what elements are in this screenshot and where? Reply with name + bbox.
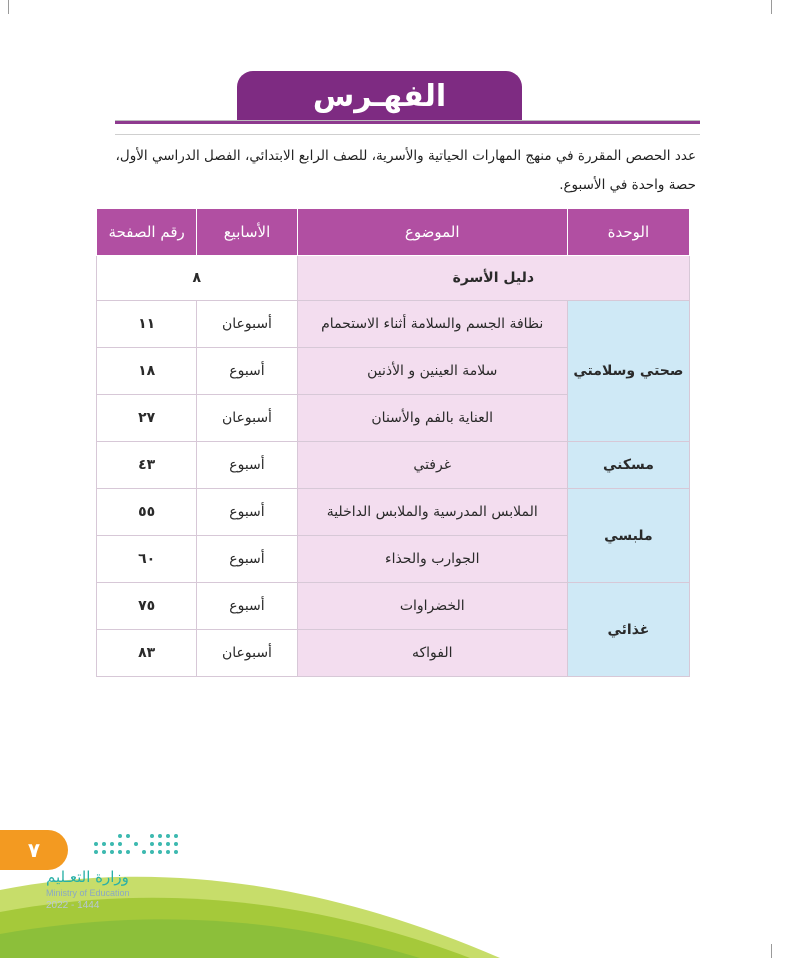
weeks-cell: أسبوع — [197, 489, 297, 536]
topic-cell: الخضراوات — [297, 583, 567, 630]
weeks-cell: أسبوعان — [197, 630, 297, 677]
unit-cell: مسكني — [567, 442, 689, 489]
weeks-cell: أسبوعان — [197, 301, 297, 348]
page-cell: ٤٣ — [97, 442, 197, 489]
unit-cell: ملبسي — [567, 489, 689, 583]
header-unit: الوحدة — [567, 209, 689, 256]
crop-mark — [771, 0, 772, 14]
topic-cell: الجوارب والحذاء — [297, 536, 567, 583]
unit-cell: غذائي — [567, 583, 689, 677]
weeks-cell: أسبوع — [197, 348, 297, 395]
page-cell: ٧٥ — [97, 583, 197, 630]
page-number: ٧ — [27, 838, 41, 862]
header-page: رقم الصفحة — [97, 209, 197, 256]
intro-text — [100, 142, 696, 200]
weeks-cell: أسبوع — [197, 536, 297, 583]
intro-line-1: عدد الحصص المقررة في منهج المهارات الحياتية والأسرية، للصف الرابع الابتدائي، الفصل الدراسي الأول، — [115, 148, 696, 164]
title-rule-accent — [115, 121, 700, 124]
topic-cell: نظافة الجسم والسلامة أثناء الاستحمام — [297, 301, 567, 348]
guide-row — [97, 256, 690, 301]
page-cell: ١٨ — [97, 348, 197, 395]
page-cell: ١١ — [97, 301, 197, 348]
topic-cell: غرفتي — [297, 442, 567, 489]
guide-topic: دليل الأسرة — [297, 256, 689, 301]
weeks-cell: أسبوعان — [197, 395, 297, 442]
topic-cell: سلامة العينين و الأذنين — [297, 348, 567, 395]
topic-cell: الفواكه — [297, 630, 567, 677]
weeks-cell: أسبوع — [197, 583, 297, 630]
ministry-name-ar: وزارة التعـليم — [46, 868, 129, 886]
table-row — [97, 301, 690, 348]
topic-cell: الملابس المدرسية والملابس الداخلية — [297, 489, 567, 536]
header-weeks: الأسابيع — [197, 209, 297, 256]
footer-swoosh — [0, 850, 800, 958]
index-table — [96, 208, 690, 677]
title-tab — [237, 71, 522, 121]
ministry-logo-icon — [92, 832, 180, 858]
page-cell: ٦٠ — [97, 536, 197, 583]
ministry-name-en: Ministry of Education — [46, 888, 130, 898]
intro-line-2: حصة واحدة في الأسبوع. — [559, 177, 696, 193]
page-cell: ٢٧ — [97, 395, 197, 442]
crop-mark — [8, 0, 9, 14]
table-row — [97, 442, 690, 489]
guide-page: ٨ — [97, 256, 298, 301]
table-row — [97, 489, 690, 536]
header-row — [97, 209, 690, 256]
topic-cell: العناية بالفم والأسنان — [297, 395, 567, 442]
page-number-tab — [0, 830, 68, 870]
table-row — [97, 583, 690, 630]
page-cell: ٥٥ — [97, 489, 197, 536]
page-cell: ٨٣ — [97, 630, 197, 677]
header-topic: الموضوع — [297, 209, 567, 256]
title-rule-lower — [115, 134, 700, 135]
page-title: الفهـرس — [312, 78, 447, 114]
weeks-cell: أسبوع — [197, 442, 297, 489]
unit-cell: صحتي وسلامتي — [567, 301, 689, 442]
ministry-year: 2022 - 1444 — [46, 900, 100, 911]
